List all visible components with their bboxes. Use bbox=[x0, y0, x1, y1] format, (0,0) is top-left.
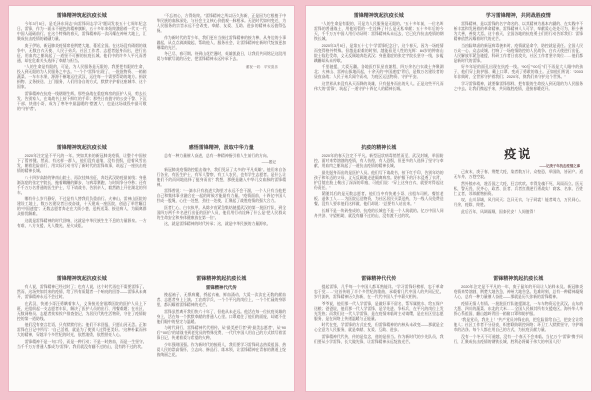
article-title: 感悟雷锋精神，汲取中华力量 bbox=[188, 145, 254, 151]
paragraph: 雷锋虽然离开我们快六十年了，但他从未走远。他活在每一位抗疫英雄的身上，活在每一个默默奉献的普通人心里。口罩遮住了他们的面庞，却遮不住他们眼中的坚定与温暖。 bbox=[156, 309, 286, 324]
epigraph-text: 总有一种力量催人奋进，总有一种精神指引着人生前行的方向。 bbox=[164, 154, 271, 158]
page-left-column-1 bbox=[17, 10, 147, 387]
article-r2c bbox=[454, 273, 584, 387]
paragraph: 作为新时代的青少年，我们更应当接过雷锋精神的接力棒，从身边的小事做起，从点点滴滴做起，帮助他人、服务社会，让雷锋精神在新时代绽放更加璀璨的光芒。 bbox=[156, 35, 286, 50]
paragraph: 当凶险肆虐的新冠病毒袭来时，疫情就是命令，防控就是责任。全国人民万众一心、众志成城，打响了一场疫情防控的人民战争。白衣天使逆行出征，人民解放军紧急驰援，科研工作者日夜攻关，社区工作者坚守岗位……他们都是新时代的雷锋。 bbox=[453, 43, 583, 63]
paragraph: 叹，山川异域，风月同天；岂曰无衣，与子同裳！能者竭力，万民同心。月余，疫除，终胜。 bbox=[453, 198, 583, 208]
paragraph: 挽起袖子，无惧病魔，捋起衣袖，鲜血涌动，大爱一次次在无数的献血者、志愿者身上上演。工农商学兵，一个个平凡的岗位上，一个个忙碌的身影里，都闪耀着雷锋精神的光芒。 bbox=[156, 293, 286, 308]
article-l2a-continuation bbox=[157, 10, 287, 142]
paragraph: 这就是雷锋精神的时代回响，这就是中华民族生生不息的力量源泉。一方有难，八方支援，凡人微光，星火成炬。 bbox=[17, 218, 147, 228]
article-body bbox=[314, 285, 444, 345]
paragraph: 他们没有豪言壮语，只有默默付出；他们不求回报，只愿山河无恙。正如雷锋在日记中所写：“自己活着，就是为了使别人过得更美好。”这种朴素而伟大的精神，穿越半个多世纪的时光，依然滚烫，依然照亮人心。 bbox=[17, 323, 147, 338]
paragraph: 2020年3月5日，是第五十七个“学雷锋纪念日”。这个春天，因为一场疫情而变得格外特殊。但越是艰难的时刻，越能看见人性的光辉：84岁的钟南山院士临危受命，义无反顾地奔赴武汉；身患重症的张定宇院长坚守一线，步履蹒跚却从未停歇。 bbox=[314, 43, 444, 63]
article-title-large: 疫说 bbox=[504, 147, 533, 161]
paragraph: 最先挺身而出的是医护人员。他们写下请战书，按下红手印，告别年幼的孩子和年迈的父母，义无反顾地走进隔离病房。防护服下的汗水浸透了衣背，护目镜在脸上勒出了深深的印痕，可他们说：“穿上这身白衣，就要对得起这份责任。” bbox=[314, 170, 444, 190]
article-body bbox=[17, 22, 147, 112]
article-body bbox=[157, 168, 287, 228]
article-title: 雷锋精神筑起抗疫长城 bbox=[56, 13, 107, 19]
paragraph: “不忘初心，方得始终。”雷锋精神之所以历久弥新，正是因为它根植于中华民族的血脉深处，与社会主义核心价值观一脉相承。无论时代如何变迁，为人民服务的宗旨永远不会改变，奉献、友爱、互助、进步的精神永远值得弘扬。 bbox=[156, 14, 286, 33]
article-title: 雷锋精神筑起抗疫长城 bbox=[56, 276, 107, 282]
paragraph: 哪有什么岁月静好，不过是有人替我们负重前行。火神山、雷神山医院的建设工地上，数万名建设者日夜奋战，十天建成一座医院，创造了举世瞩目的“中国速度”；无数志愿者奔走在大街小巷，送药送菜、接送病人，为隔离群众排忧解难。 bbox=[17, 197, 147, 217]
page-left-column-2 bbox=[157, 10, 287, 387]
article-l1a bbox=[17, 10, 147, 142]
article-r2a bbox=[454, 10, 584, 142]
paragraph: 学习雷锋精神，就要像雷锋那样，把有限的生命投入到无限的为人民服务之中去。让我们携起手来，共同战胜疫情，迎接春暖花开。 bbox=[453, 81, 583, 91]
paragraph: “人的生命是有限的，可是，为人民服务是无限的，我要把有限的生命，投入到无限的为人民服务之中去。”一个个“雷锋”出现了，一批批物资、一箱箱蔬菜、一车车水果，源源不断地运往武汉，运往每一个需要帮助的地方。捐款捐物、义务接送、上门服务，人们用各自的方式，默默守护着这座城市、这个国家。 bbox=[17, 65, 147, 90]
article-body bbox=[314, 154, 444, 219]
article-body bbox=[157, 293, 287, 358]
paragraph: 没有一个冬天不可逾越，没有一个春天不会来临。当亿万个“雷锋”携手同行，汇聚成抗击疫情的钢铁长城，胜利必将属于伟大的中国人民！ bbox=[453, 334, 583, 344]
paragraph: 此后百年，风调雨顺，国泰民安！人间值得！ bbox=[461, 209, 538, 214]
paragraph: 长城不是一块砖垒成的，抗疫的长城也不是一个人筑就的。亿万中国人同舟共济、守望相助，就没有翻不过的山，没有渡不过的坎。 bbox=[314, 208, 444, 218]
paragraph: 医者仁心，白衣执甲。从除夕夜紧急集结驰援武汉的第一批医疗队，到全国四万两千多名逆行出征的医护人员，他们用行动诠释了什么是“把人民群众的生命安全和身体健康放在第一位”。 bbox=[156, 205, 286, 220]
article-byline: ——记庚子年抗击疫情之事 bbox=[539, 164, 580, 168]
paragraph: 爷爷说，他们那一代人学雷锋，是做好事不留名，帮军属挑水、给五保户送粮；爸爸说，他们那一代人学雷锋，是学先进、争标兵，在平凡的岗位上发光发热；而我们这一代人学雷锋，是在疫情来临时主动请缨，是在社区里志愿服务，是在网络上传递温暖与正能量。 bbox=[314, 301, 444, 321]
paragraph: 紧随其后的是无数志愿者。他们当中有快递小哥、出租车司机、餐馆老板、退休工人……为医院运送物资，为社区居民买菜送药，为一线人员免费送餐。没有人要求他们这样做，他们却说：“总要有人站出来。” bbox=[314, 192, 444, 207]
paragraph: 冬已尽，春可期。待到山花烂漫时，英雄凯旋日，让我们共同铭记这段用爱与奉献写就的历史，把雷锋精神永远传承下去。 bbox=[156, 52, 286, 62]
paragraph: 雷锋精神，是以雷锋的名字命名的、以其精神为基本内涵的、在实践中不断丰富和发展着的革命精神。雷锋精神人人可学，奉献爱心处处可为，积小善为大善，善莫大焉。这个春天，全国各地的抗疫勇士们用行动告诉我们：雷锋精神依然闪耀着时代的光芒。 bbox=[453, 22, 583, 41]
paragraph: 今年3月5日，是毛泽东同志“向雷锋同志学习”题词发表五十七周年纪念日。雷锋，作为一面永不褪色的精神旗帜，五十多年来始终激励着一代又一代中国人砥砺前行。在这个特殊的春天，雷锋精神再一次闪耀在神州大地上，汇聚成抗击疫情的磅礴力量。 bbox=[17, 22, 147, 41]
paragraph: 疫情无情人有情。一批批医疗队驰援湖北，一车车物资运往武汉。山东的大葱、四川的蔬菜、东北的大米……全国人民倾其所有支援疫区。海外华人华侨心系祖国，翻山越岭背回一箱箱口罩和防护服。 bbox=[453, 301, 583, 316]
paragraph: 好多年轻的面孔出现在抗疫一线。“90后”“00后”们不再是大人眼中的孩子，他们穿上防护服、戴上口罩，变成了勇敢的战士。正如他们所说：“2003年非典时，全世界守护着我们；2020年，换我们来守护这个世界。” bbox=[453, 65, 583, 80]
article-body bbox=[17, 154, 147, 229]
article-l1c bbox=[17, 273, 147, 387]
paragraph: 新冠肺炎疫情防控阻击战中，我们见证了太多的“平凡英雄”。他们来自各行各业，有医生护士，有军人警察，有工人农民，也有学生志愿者。是什么让他们不约而同地选择了挺身而出？我想，那便是融入中华儿女血脉的雷锋精神。 bbox=[156, 167, 286, 187]
article-body bbox=[17, 285, 147, 350]
article-l2b bbox=[157, 142, 287, 273]
article-r2b bbox=[454, 142, 584, 273]
paragraph: 有人说，雷锋精神已经过时了；也有人说，这个时代再也不需要雷锋了。然而，这场突如其来的疫情，给了所有质疑者一个响亮的回答——雷锋从未离开，雷锋精神永远不会过时。 bbox=[17, 285, 147, 299]
paragraph: 这世界从来没有从天而降的英雄，只有挺身而出的凡人。正是这些平凡而伟大的“雷锋”，筑起了一道守护十四亿人的精神长城。 bbox=[314, 81, 444, 91]
paragraph: 这，就是雷锋精神的时代传承；这，就是中华民族的力量源泉。 bbox=[164, 222, 271, 227]
epigraph-source: ——题记 bbox=[261, 160, 276, 164]
article-l2c bbox=[157, 273, 287, 387]
article-body bbox=[454, 22, 584, 92]
paragraph: 雷锋精神在抗疫一线熠熠生辉。那些奋战在重症病房的医护人员，剪去长发、告别家人，在请战书上按下鲜红的手印；那些日夜值守的公安干警、下沉干部、快递小哥，成为了寒冬中最温暖的“摆渡人”，也是这场战役中最可敬的“守护者”。 bbox=[17, 91, 147, 111]
paragraph: 提起雷锋，几乎每一个中国人都耳熟能详。“学习雷锋好榜样，忠于革命忠于党……”这首传唱了半个多世纪的歌曲，承载着几代中国人的共同记忆。岁月流转，雷锋精神历久弥新，在一代代中国人手中薪火相传。 bbox=[314, 285, 444, 299]
article-title: 抗疫的精神长城 bbox=[361, 145, 397, 151]
paragraph: 庚子伊始，新冠肺炎疫情席卷荆楚大地，蔓延全国。在这场没有硝烟的战争中，无数白衣天使、人民子弟兵、社区工作者、志愿者挺身而出，逆行出征，用血肉之躯筑起了一道坚不可摧的抗疫长城。他们中的许多人平凡而普通，却在危难关头选择了奉献与担当。 bbox=[17, 43, 147, 63]
paragraph: 己亥末，庚子春，荆楚大疫，染者数万计，众惶恐，举国防，皆闭户。道无车舟，万巷空寂。 bbox=[453, 170, 583, 179]
paragraph: 然外狼亦动，趁吾国之大疫，狂言吠吠。幸得龙魂不死，风雨而立。医无私，警无畏，民齐心，政者、医者、兵者扛鼎逆行勇战矣！商客、名家、百姓仁义者，邻邦献物捐资。 bbox=[453, 181, 583, 196]
page-right-column-2 bbox=[454, 10, 584, 387]
article-body bbox=[454, 170, 584, 215]
paragraph: “我是党员，我先上！”共产党员冲锋在前，把危险留给自己，把安全让给他人；社区工作者不分昼夜，织密联防联控网络；环卫工人默默坚守，守护城市的洁净。每个人都在用自己的方式，为抗疫贡献力量。 bbox=[453, 318, 583, 333]
article-body bbox=[157, 14, 287, 62]
page-left bbox=[8, 5, 295, 392]
paragraph: “人的生命是有限的，可是为人民服务是无限的。”五十多年前，一位名叫雷锋的普通战士，用他短暂的一生诠释了什么是无私奉献；五十多年后的今天，千千万万中国人用行动证明：雷锋精神从未远去，它已化作抗击疫情的钢铁长城。 bbox=[314, 22, 444, 41]
paragraph: 在武汉，快递小哥汪勇瞒着家人，义务接送金银潭医院的医护人员上下班，还组织起一支志愿者车队，解决了医护人员的出行、用餐难题；在社区，无数网格员、志愿者挨家挨户排查登记，为居民代购生活物资，守住了疫情防控的第一道防线。 bbox=[17, 301, 147, 321]
article-title: 学习雷锋精神，共同战胜疫情 bbox=[485, 13, 551, 19]
article-signature: 谨祝一切：平安喜乐 bbox=[245, 65, 278, 70]
paragraph: 千里驰援，大爱无疆。各地医疗队星夜兼程，四万余名白衣战士齐聚湖北；火神山、雷神山拔地而起，十余天的“中国速度”背后，是数万名建设者的昼夜奋战；人民子弟兵闻令而动，为疫区运送物资、守护平安。 bbox=[314, 65, 444, 80]
article-body bbox=[454, 285, 584, 345]
paragraph: 少年强则国强。作为新时代的接班人，我们要学习雷锋同志热爱祖国、热爱人民的崇高情怀，立志向、修品行、练本领，让雷锋精神在青春的赛道上绽放绚丽之花。 bbox=[156, 343, 286, 358]
paragraph: 雷锋精神代代传，传的是信念，递的是担当。作为新时代的少先队员，我们要从小学雷锋，长大做先锋，让雷锋精神永远绽放光芒。 bbox=[314, 334, 444, 344]
article-r1a bbox=[314, 10, 444, 142]
article-title: 雷锋精神筑起抗疫长城 bbox=[56, 145, 107, 151]
paragraph: 2020年注定是不平凡的一年。突如其来的新冠肺炎疫情，让整个中国按下了暂停键。然而，有这样一群人，他们没有退缩，没有畏惧，迎着风雪出发，朝着危险前行，用实际行动书写了新时代的雷锋故事，筑起了一座抗击疫情的精神长城。 bbox=[17, 154, 147, 173]
article-r1c bbox=[314, 273, 444, 387]
paragraph: 与时代同行，雷锋精神代代相传。从“最美逆行者”到“最美志愿者”，从“90后”“00后”的请战书到老党员的特殊党费，一代代中国人用自己的方式续写着雷锋日记，传递着爱与希望的火种。 bbox=[156, 326, 286, 341]
paragraph: 雷锋精神不是一句口号，而是一种行动；不是一时热血，而是一生坚守。当千千万万普通人都成为“雷锋”，我们就没有翻不过的山，没有跨不过的坎。 bbox=[17, 339, 147, 349]
paragraph: 2020年的春天注定不平凡。新型冠状病毒悄然而至，武汉封城，举国防控。面对来势汹汹的疫情，有人彷徨，有人恐惧，但更多的人选择了坚守与奉献，用血肉之躯筑起了一道抗击疫情的精神长城。 bbox=[314, 154, 444, 168]
article-subtitle: 雷锋精神代代传 bbox=[205, 285, 237, 290]
page-right bbox=[305, 5, 592, 392]
page-right-column-1 bbox=[314, 10, 444, 387]
article-r1b bbox=[314, 142, 444, 273]
paragraph: 八十四岁高龄的钟南山院士，再次挂帅出征，奔赴武汉防疫最前线；身患渐冻症的张定宇院长，拖着蹒跚的脚步，与病毒赛跑，与时间争分夺秒；还有千千万万名普通的医生护士，写下请战书，告别亲人，毅然踏上开往湖北的列车。 bbox=[17, 175, 147, 195]
article-l1b bbox=[17, 142, 147, 273]
article-title: 雷锋精神筑起抗疫长城 bbox=[493, 276, 544, 282]
article-epigraph bbox=[157, 154, 287, 159]
paragraph: 2020年注定是不平凡的一年，庚子鼠年的开局让人始料未及。新冠肺炎疫情来势汹汹，荆楚大地告急，神州大地告急。危难时刻，总有一种精神凝聚人心，总有一种力量催人奋进——那就是历久弥新的雷锋精神。 bbox=[453, 285, 583, 299]
article-title: 雷锋精神代代传 bbox=[361, 276, 397, 282]
article-body bbox=[314, 22, 444, 92]
article-title: 雷锋精神筑起抗疫长城 bbox=[196, 276, 247, 282]
article-title: 雷锋精神筑起抗疫长城 bbox=[353, 13, 404, 19]
paragraph: 雷锋曾说：“一滴水只有放进大海里才永远不会干涸，一个人只有当他把自己和集体事业融合在一起的时候才能最有力量。”疫情面前，十四亿中国人拧成一股绳，心往一处想，劲往一处使，汇聚起了战胜疫情的强大合力。 bbox=[156, 189, 286, 204]
paragraph: 时代在变，学雷锋的方式在变，但雷锋精神的内核从未改变——那就是全心全意为人民服务，就是奉献、友爱、互助、进步。 bbox=[314, 323, 444, 333]
